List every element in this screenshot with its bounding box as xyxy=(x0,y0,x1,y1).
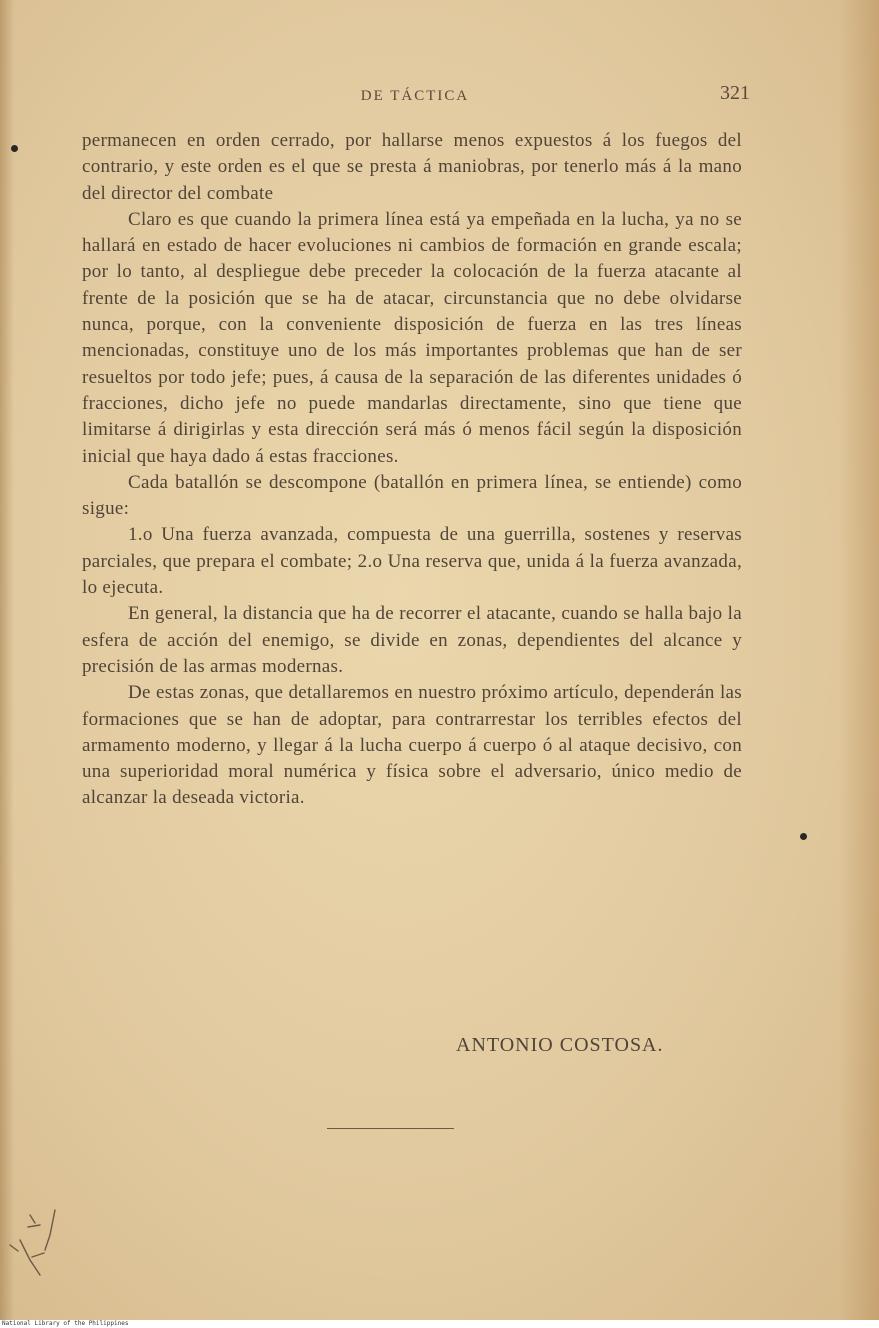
ink-dot-left xyxy=(11,145,18,152)
page-number: 321 xyxy=(720,82,750,104)
paragraph-6: De estas zonas, que detallaremos en nuestro próximo artículo, dependerán las formaciones que se han de adoptar, para contrarrestar los terribles efectos del armamento moderno, y llegar á la lucha cuerpo á cuerpo ó al ataque decisivo, con una superioridad moral numérica y física sobre el adversario, único medio de alcanzar la deseada victoria. xyxy=(82,682,742,809)
paragraph-3: Cada batallón se descompone (batallón en primera línea, se entiende) como sigue: xyxy=(82,471,742,520)
library-credit: National Library of the Philippines xyxy=(2,1320,129,1327)
footer-strip xyxy=(0,1320,879,1328)
closing-rule xyxy=(327,1128,454,1129)
author-signature: ANTONIO COSTOSA. xyxy=(456,1034,664,1056)
paragraph-5: En general, la distancia que ha de recorrer el atacante, cuando se halla bajo la esfera de acción del enemigo, se divide en zonas, dependientes del alcance y precisión de las armas modernas. xyxy=(82,603,742,677)
paragraph-1: permanecen en orden cerrado, por hallarse menos expuestos á los fuegos del contrario, y este orden es el que se presta á maniobras, por tenerlo más á la mano del director del combate xyxy=(82,130,742,204)
page-edge-shadow-left xyxy=(0,0,14,1320)
page-header xyxy=(80,82,750,112)
body-text xyxy=(82,128,742,812)
paragraph-2: Claro es que cuando la primera línea está ya empeñada en la lucha, ya no se hallará en estado de hacer evoluciones ni cambios de formación en grande escala; por lo tanto, al despliegue debe preceder la colocación de la fuerza atacante al frente de la posición que se ha de atacar, circunstancia que no debe olvidarse nunca, porque, con la conveniente disposición de fuerza en las tres líneas mencionadas, constituye uno de los más importantes problemas que han de ser resueltos por todo jefe; pues, á causa de la separación de las diferentes unidades ó fracciones, dicho jefe no puede mandarlas directamente, sino que tiene que limitarse á dirigirlas y esta dirección será más ó menos fácil según la disposición inicial que haya dado á estas fracciones. xyxy=(82,208,742,467)
paragraph-4: 1.o Una fuerza avanzada, compuesta de una guerrilla, sostenes y reservas parciales, que prepara el combate; 2.o Una reserva que, unida á la fuerza avanzada, lo ejecuta. xyxy=(82,524,742,599)
pencil-scribble xyxy=(0,1205,80,1285)
page-edge-shadow-right xyxy=(839,0,879,1320)
running-title: DE TÁCTICA xyxy=(360,88,470,104)
ink-dot-right xyxy=(800,833,807,840)
